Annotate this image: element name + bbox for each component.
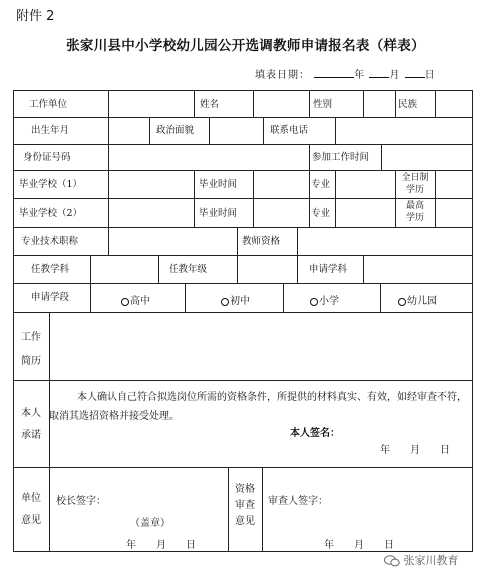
col-line — [335, 117, 336, 144]
label-title-rank: 专业技术职称 — [21, 236, 79, 247]
label-gender: 性别 — [313, 99, 333, 110]
col-line — [108, 227, 109, 255]
option-high-school-label: 高中 — [130, 296, 150, 307]
label-review-line3: 意见 — [235, 516, 255, 527]
label-full-time-edu — [395, 172, 435, 196]
col-line — [263, 117, 264, 144]
label-commitment — [13, 409, 49, 441]
option-primary-school-label: 小学 — [319, 296, 339, 307]
fill-date — [255, 66, 436, 81]
review-date: 年 月 日 — [324, 540, 394, 551]
label-unit-opinion-line1: 单位 — [21, 493, 41, 504]
row-line — [13, 283, 473, 284]
col-line — [253, 90, 254, 117]
col-line — [309, 170, 310, 227]
row-line — [13, 255, 473, 256]
row-line — [13, 198, 473, 199]
row-line — [13, 227, 473, 228]
label-highest-edu — [395, 200, 435, 224]
label-full-time-edu-line2: 学历 — [405, 185, 424, 195]
col-line — [309, 144, 310, 170]
col-line — [90, 255, 91, 283]
col-line — [158, 255, 159, 283]
row-line — [13, 117, 473, 118]
application-form-table — [13, 90, 473, 552]
label-review-line1: 资格 — [235, 484, 255, 495]
label-commitment-line2: 承诺 — [21, 430, 41, 441]
label-full-time-edu-line1: 全日制 — [401, 173, 429, 183]
label-work-unit: 工作单位 — [29, 99, 68, 110]
label-apply-section: 申请学段 — [31, 292, 70, 303]
label-name: 姓名 — [200, 99, 220, 110]
option-high-school[interactable] — [121, 292, 150, 307]
col-line — [335, 170, 336, 227]
col-line — [108, 144, 109, 170]
fill-date-label: 填表日期： — [255, 70, 310, 81]
label-grad-time-1: 毕业时间 — [199, 179, 238, 190]
label-major-1: 专业 — [311, 179, 331, 190]
wechat-icon — [384, 555, 400, 567]
col-line — [297, 255, 298, 283]
col-line — [381, 144, 382, 170]
label-work-history — [13, 333, 49, 367]
fill-year-label: 年 — [354, 70, 366, 81]
fill-day-field[interactable] — [405, 67, 425, 78]
col-line — [237, 255, 238, 283]
option-middle-school[interactable] — [221, 292, 250, 307]
label-teaching-grade: 任教年级 — [169, 264, 208, 275]
col-line — [363, 255, 364, 283]
label-grad-time-2: 毕业时间 — [199, 208, 238, 219]
row-line — [13, 467, 473, 468]
col-line — [380, 283, 381, 312]
table-border-left — [13, 90, 14, 552]
commitment-sign-label: 本人签名： — [290, 428, 340, 439]
col-line — [309, 90, 310, 117]
fill-month-field[interactable] — [369, 67, 389, 78]
label-commitment-line1: 本人 — [21, 408, 41, 419]
label-birth: 出生年月 — [31, 125, 70, 136]
label-political-status: 政治面貌 — [156, 125, 195, 136]
row-line — [13, 144, 473, 145]
option-primary-school[interactable] — [310, 292, 339, 307]
option-middle-school-label: 初中 — [230, 296, 250, 307]
col-line — [253, 170, 254, 227]
row-line — [13, 380, 473, 381]
col-line — [209, 117, 210, 144]
col-line — [194, 170, 195, 227]
radio-circle-icon — [310, 298, 318, 306]
col-line — [108, 170, 109, 227]
row-line — [13, 170, 473, 171]
col-line — [90, 283, 91, 312]
commitment-date: 年 月 日 — [380, 445, 450, 456]
col-line — [262, 467, 263, 551]
radio-circle-icon — [121, 298, 129, 306]
option-kindergarten[interactable] — [398, 292, 437, 307]
fill-year-field[interactable] — [314, 67, 354, 78]
label-work-start: 参加工作时间 — [312, 152, 370, 163]
label-work-history-line1: 工作 — [21, 332, 41, 343]
col-line — [194, 90, 195, 117]
row-line — [13, 312, 473, 313]
label-review-line2: 审查 — [235, 500, 255, 511]
col-line — [185, 283, 186, 312]
reviewer-sign-label: 审查人签字： — [268, 496, 328, 507]
label-apply-subject: 申请学科 — [309, 264, 348, 275]
attachment-label: 附件 2 — [16, 9, 55, 24]
col-line — [283, 283, 284, 312]
label-id-number: 身份证号码 — [23, 152, 71, 163]
col-line — [435, 90, 436, 117]
label-teaching-subject: 任教学科 — [31, 264, 70, 275]
label-teacher-cert: 教师资格 — [242, 236, 281, 247]
principal-sign-label: 校长签字： — [56, 496, 106, 507]
col-line — [435, 170, 436, 227]
col-line — [108, 117, 109, 144]
col-line — [297, 227, 298, 255]
fill-month-label: 月 — [389, 70, 401, 81]
col-line — [363, 90, 364, 117]
radio-circle-icon — [221, 298, 229, 306]
col-line — [395, 90, 396, 117]
unit-opinion-date: 年 月 日 — [126, 540, 196, 551]
col-line — [49, 312, 50, 551]
table-border-right — [472, 90, 473, 552]
col-line — [108, 90, 109, 117]
label-phone: 联系电话 — [270, 125, 309, 136]
radio-circle-icon — [398, 298, 406, 306]
label-unit-opinion-line2: 意见 — [21, 515, 41, 526]
label-school-2: 毕业学校（2） — [19, 208, 83, 219]
label-highest-edu-line1: 最高 — [405, 201, 424, 211]
commitment-text: 本人确认自己符合拟选岗位所需的资格条件，所提供的材料真实、有效，如经审查不符，取消其选招资格并接受处理。 — [49, 392, 467, 422]
option-kindergarten-label: 幼儿园 — [407, 296, 437, 307]
label-school-1: 毕业学校（1） — [19, 179, 83, 190]
form-title: 张家川县中小学校幼儿园公开选调教师申请报名表（样表） — [66, 38, 425, 54]
label-unit-opinion — [13, 494, 49, 526]
table-border-top — [13, 90, 473, 91]
seal-label: （盖章） — [130, 518, 170, 529]
label-work-history-line2: 简历 — [21, 356, 41, 367]
label-highest-edu-line2: 学历 — [405, 213, 424, 223]
label-review — [228, 485, 262, 527]
col-line — [237, 227, 238, 255]
col-line — [149, 117, 150, 144]
fill-day-label: 日 — [424, 70, 436, 81]
label-ethnicity: 民族 — [398, 99, 418, 110]
label-major-2: 专业 — [311, 208, 331, 219]
watermark-text: 张家川教育 — [403, 554, 459, 567]
watermark — [384, 552, 459, 568]
